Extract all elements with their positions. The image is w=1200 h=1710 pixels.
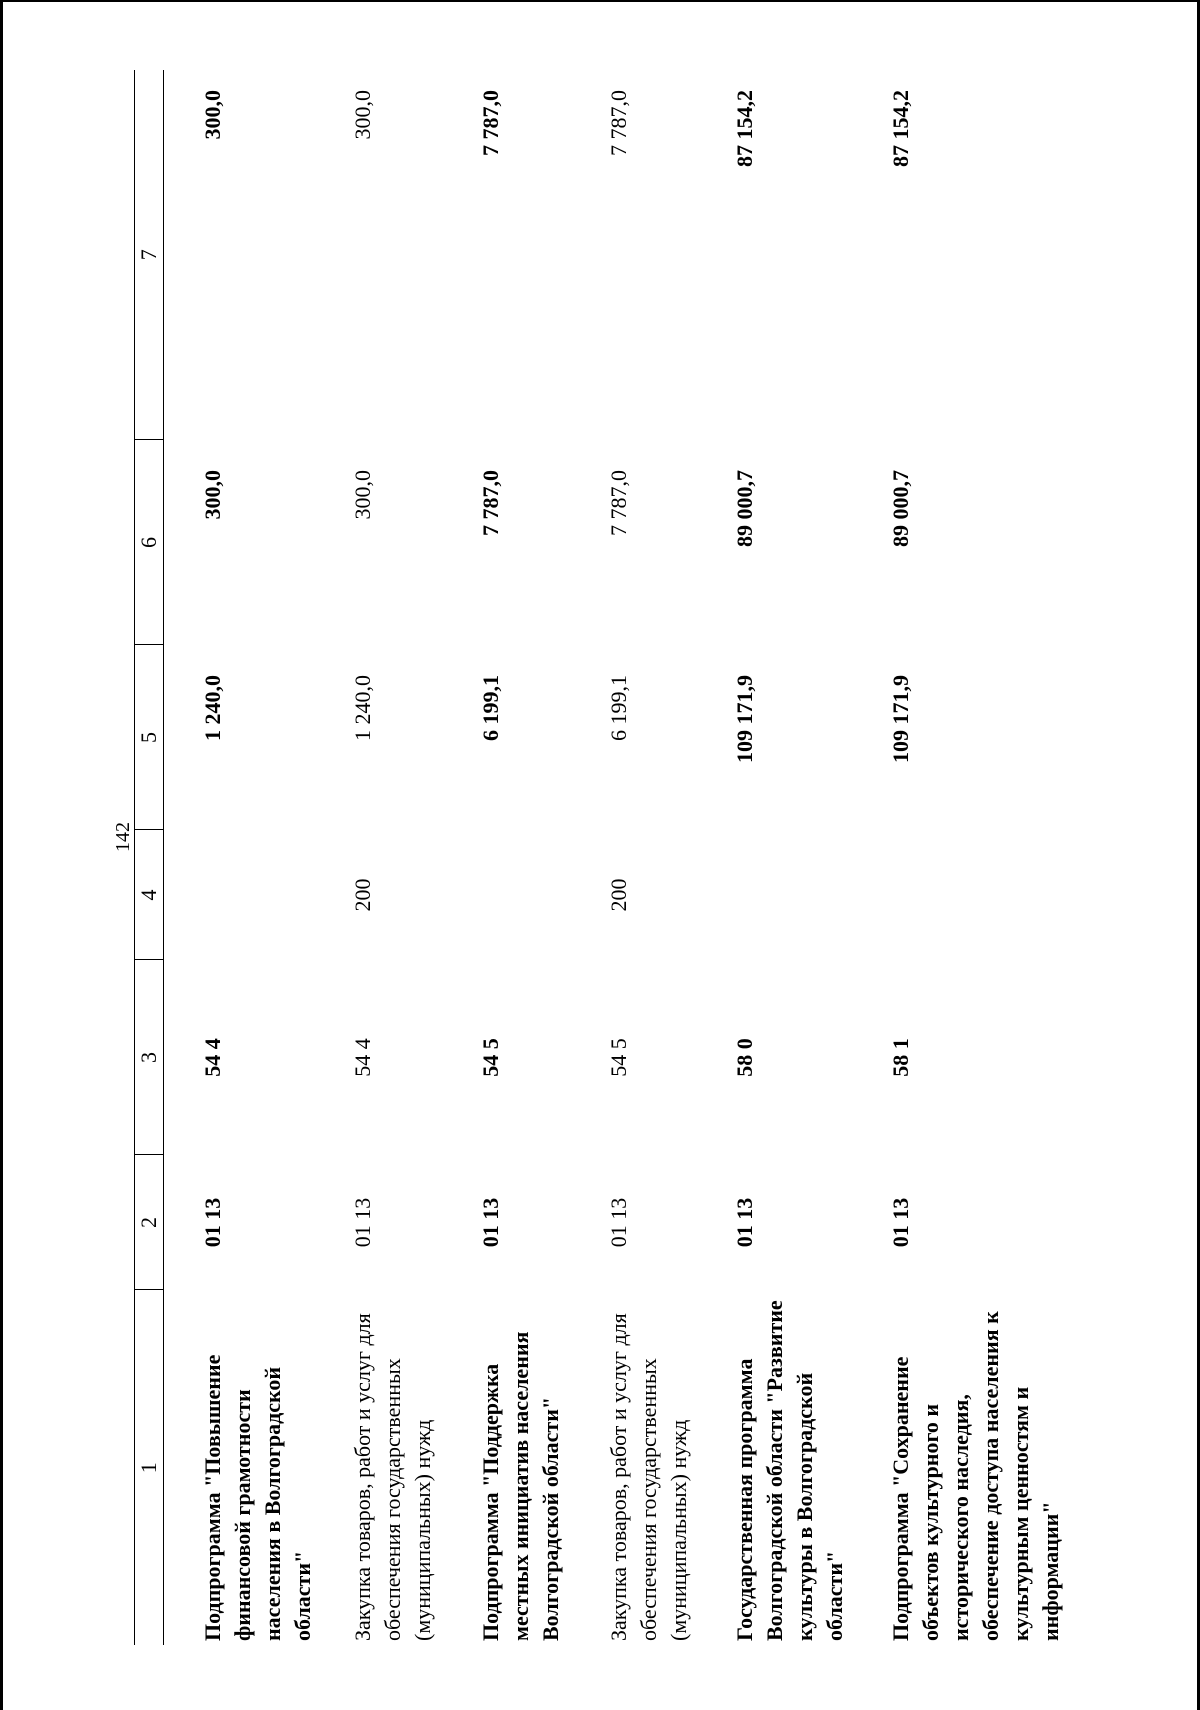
row-section-code: 01 13 xyxy=(350,1197,375,1248)
budget-table xyxy=(134,70,1066,1645)
row-value-col5: 6 199,1 xyxy=(606,675,631,741)
row-name: Закупка товаров, работ и услуг для обеспечения государственных (муниципальных) нужд xyxy=(606,1313,691,1641)
scan-edge-left xyxy=(0,0,3,1710)
row-name: Подпрограмма "Повышение финансовой грамотности населения в Волгоградской области" xyxy=(200,1354,315,1641)
row-value-col7: 87 154,2 xyxy=(888,90,913,167)
column-header-2: 2 xyxy=(135,1155,164,1290)
table-row xyxy=(318,70,446,1645)
row-value-col6: 300,0 xyxy=(350,470,375,520)
row-value-col6: 89 000,7 xyxy=(888,470,913,547)
row-value-col7: 300,0 xyxy=(350,90,375,140)
row-value-col7: 7 787,0 xyxy=(478,90,503,156)
row-expense-type xyxy=(702,830,860,960)
row-name: Закупка товаров, работ и услуг для обеспечения государственных (муниципальных) нужд xyxy=(350,1313,435,1641)
row-value-col5: 109 171,9 xyxy=(888,675,913,763)
table-row xyxy=(446,70,574,1645)
row-target-code: 58 0 xyxy=(732,1038,757,1077)
table-header-row xyxy=(135,70,164,1645)
row-value-col5: 1 240,0 xyxy=(350,675,375,741)
row-value-col5: 109 171,9 xyxy=(732,675,757,763)
row-name: Подпрограмма "Поддержка местных инициатив населения Волгоградской области" xyxy=(478,1331,563,1641)
row-expense-type: 200 xyxy=(350,878,375,912)
rotated-page xyxy=(134,70,1063,1645)
row-expense-type xyxy=(164,830,319,960)
row-section-code: 01 13 xyxy=(888,1197,913,1248)
row-name: Подпрограмма "Сохранение объектов культурного и исторического наследия, обеспечение доступа населения к культурным ценностям и информации" xyxy=(888,1311,1063,1641)
row-target-code: 58 1 xyxy=(888,1038,913,1077)
row-section-code: 01 13 xyxy=(606,1197,631,1248)
row-name: Государственная программа Волгоградской области "Развитие культуры в Волгоградской области" xyxy=(732,1300,847,1641)
row-target-code: 54 5 xyxy=(478,1038,503,1077)
page-number: 142 xyxy=(112,822,134,852)
scan-edge-top xyxy=(0,0,1200,2)
row-value-col6: 300,0 xyxy=(200,470,225,520)
table-row xyxy=(860,70,1066,1645)
table-row xyxy=(702,70,860,1645)
row-value-col6: 89 000,7 xyxy=(732,470,757,547)
row-value-col7: 7 787,0 xyxy=(606,90,631,156)
row-value-col7: 87 154,2 xyxy=(732,90,757,167)
table-row xyxy=(574,70,702,1645)
row-target-code: 54 5 xyxy=(606,1038,631,1077)
row-section-code: 01 13 xyxy=(478,1197,503,1248)
row-value-col6: 7 787,0 xyxy=(478,470,503,536)
row-expense-type: 200 xyxy=(606,878,631,912)
column-header-7: 7 xyxy=(135,70,164,440)
row-expense-type xyxy=(446,830,574,960)
row-target-code: 54 4 xyxy=(350,1038,375,1077)
row-value-col6: 7 787,0 xyxy=(606,470,631,536)
row-expense-type xyxy=(860,830,1066,960)
row-value-col7: 300,0 xyxy=(200,90,225,140)
row-value-col5: 6 199,1 xyxy=(478,675,503,741)
column-header-1: 1 xyxy=(135,1290,164,1645)
table-row xyxy=(164,70,319,1645)
column-header-4: 4 xyxy=(135,830,164,960)
row-section-code: 01 13 xyxy=(732,1197,757,1248)
row-section-code: 01 13 xyxy=(200,1197,225,1248)
column-header-5: 5 xyxy=(135,645,164,830)
row-value-col5: 1 240,0 xyxy=(200,675,225,741)
row-target-code: 54 4 xyxy=(200,1038,225,1077)
column-header-3: 3 xyxy=(135,960,164,1155)
column-header-6: 6 xyxy=(135,440,164,645)
